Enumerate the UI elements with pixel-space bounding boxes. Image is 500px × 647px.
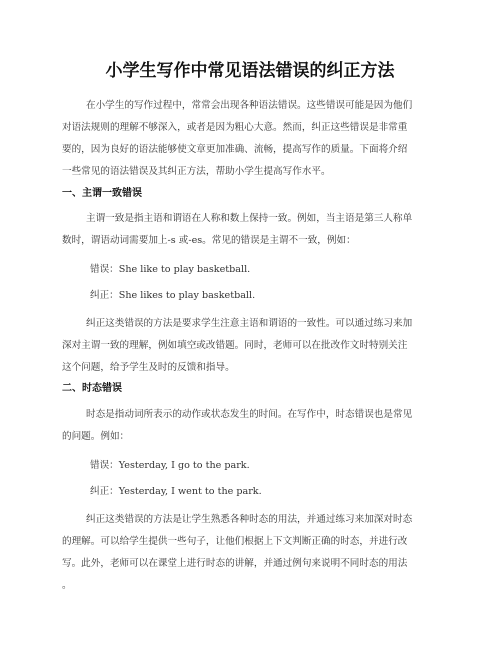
section2-method-line-1: 纠正这类错误的方法是让学生熟悉各种时态的用法，并通过练习来加深对时态	[86, 514, 413, 525]
section2-heading: 二、时态错误	[62, 383, 122, 394]
section1-correct-example: 纠正：She likes to play basketball.	[90, 290, 256, 301]
section1-method-line-1: 纠正这类错误的方法是要求学生注意主语和谓语的一致性。可以通过练习来加	[86, 318, 413, 329]
section1-heading: 一、主谓一致错误	[62, 188, 142, 199]
section2-wrong-example: 错误：Yesterday, I go to the park.	[90, 460, 250, 471]
section2-correct-example: 纠正：Yesterday, I went to the park.	[90, 486, 262, 497]
intro-line-3: 要的，因为良好的语法能够使文章更加准确、流畅，提高写作的质量。下面将介绍	[62, 144, 408, 155]
intro-line-2: 对语法规则的理解不够深入，或者是因为粗心大意。然而，纠正这些错误是非常重	[62, 122, 408, 133]
section2-method	[62, 509, 440, 597]
section1-method-line-2: 深对主谓一致的理解，例如填空或改错题。同时，老师可以在批改作文时特别关注	[62, 340, 408, 351]
section2-method-line-3: 写。此外，老师可以在课堂上进行时态的讲解，并通过例句来说明不同时态的用法	[62, 558, 408, 569]
section2-desc-line-2: 的问题。例如：	[62, 431, 130, 442]
document-title: 小学生写作中常见语法错误的纠正方法	[105, 61, 395, 81]
section1-description	[62, 208, 440, 252]
intro-line-4: 一些常见的语法错误及其纠正方法，帮助小学生提高写作水平。	[62, 166, 331, 177]
section1-wrong-example: 错误：She like to play basketball.	[90, 264, 251, 275]
section1-method-line-3: 这个问题，给予学生及时的反馈和指导。	[62, 362, 235, 373]
section2-method-line-4: 。	[62, 580, 72, 591]
section2-desc-line-1: 时态是指动词所表示的动作或状态发生的时间。在写作中，时态错误也是常见	[86, 409, 413, 420]
section1-method	[62, 313, 440, 379]
section2-description	[62, 404, 440, 448]
section2-method-line-2: 的理解。可以给学生提供一些句子，让他们根据上下文判断正确的时态，并进行改	[62, 536, 408, 547]
intro-line-1: 在小学生的写作过程中，常常会出现各种语法错误。这些错误可能是因为他们	[86, 100, 413, 111]
section1-desc-line-2: 数时，谓语动词需要加上-s 或-es。常见的错误是主谓不一致，例如：	[62, 235, 356, 246]
section1-desc-line-1: 主谓一致是指主语和谓语在人称和数上保持一致。例如，当主语是第三人称单	[86, 213, 413, 224]
intro-paragraph	[62, 95, 440, 183]
